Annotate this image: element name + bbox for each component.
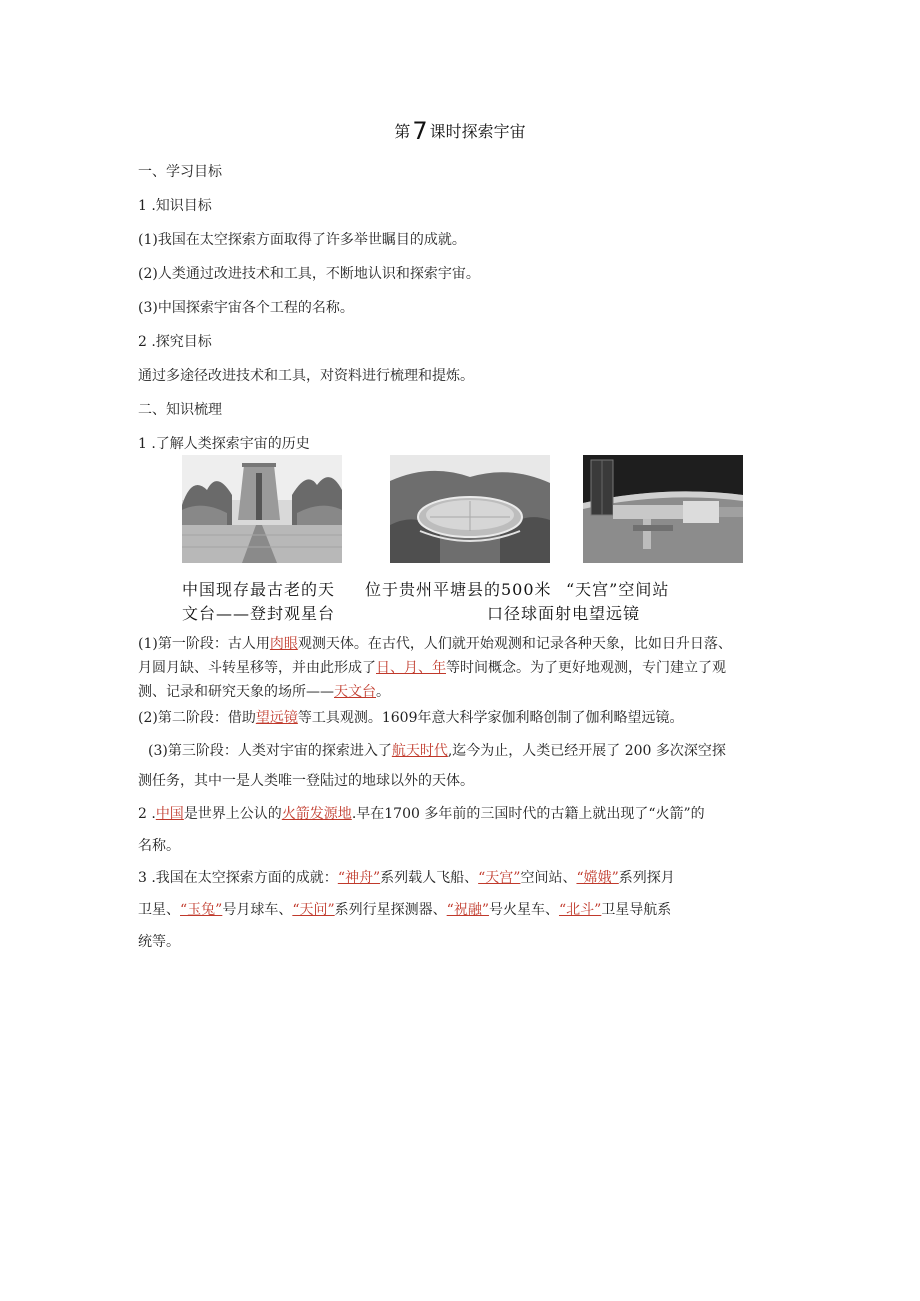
answer-observatory: 天文台 — [334, 684, 376, 700]
space-station-photo — [583, 455, 743, 563]
section-heading-knowledge: 二、知识梳理 — [138, 402, 222, 418]
answer-beidou: “北斗” — [558, 902, 602, 918]
caption-station-line1: “天宫”空间站 — [566, 580, 670, 599]
caption-station — [566, 578, 669, 602]
answer-tianwen: “天问” — [292, 902, 335, 918]
answer-telescope: 望远镜 — [255, 710, 298, 726]
answer-space-age: 航天时代 — [391, 743, 448, 759]
answer-tiangong: “天宫” — [478, 870, 521, 886]
answer-rocket-birthplace: 火箭发源地 — [281, 806, 352, 822]
rocket-origin-line2: 名称。 — [138, 838, 180, 854]
caption-observatory-line1: 中国现存最古老的天 — [182, 580, 336, 599]
title-prefix: 第 — [394, 122, 411, 141]
section-heading-goals: 一、学习目标 — [138, 164, 222, 180]
stage3-line1: (3)第三阶段：人类对宇宙的探索进入了航天时代,迄今为止，人类已经开展了 200 多次深空探 — [148, 743, 726, 759]
knowledge-item-1: (1)我国在太空探索方面取得了许多举世瞩目的成就。 — [138, 232, 466, 248]
achievements-line2: 卫星、“玉兔”号月球车、“天问”系列行星探测器、“祝融”号火星车、“北斗”卫星导航系 — [138, 902, 672, 918]
stage1-line2: 月圆月缺、斗转星移等，并由此形成了日、月、年等时间概念。为了更好地观测，专门建立了观 — [138, 660, 726, 676]
caption-telescope-line2: 口径球面射电望远镜 — [487, 604, 641, 623]
answer-shenzhou: “神舟” — [337, 870, 381, 886]
achievements-line3: 统等。 — [138, 934, 180, 950]
caption-observatory-line2: 文台——登封观星台 — [182, 604, 336, 623]
achievements-line1: 3 .我国在太空探索方面的成就：“神舟”系列载人飞船、“天宫”空间站、“嫦娥”系列探月 — [138, 870, 675, 886]
stage1-line3: 测、记录和研究天象的场所——天文台。 — [138, 684, 390, 700]
answer-naked-eye: 肉眼 — [269, 636, 298, 652]
answer-zhurong: “祝融” — [446, 902, 489, 918]
caption-telescope-line1: 位于贵州平塘县的500米 — [365, 580, 552, 599]
rocket-origin-line1: 2 .中国是世界上公认的火箭发源地.早在1700 多年前的三国时代的古籍上就出现了“火箭”的 — [138, 806, 705, 822]
stage1-line1: (1)第一阶段：古人用肉眼观测天体。在古代，人们就开始观测和记录各种天象，比如日升日落、 — [138, 636, 732, 652]
radio-telescope-photo — [390, 455, 550, 563]
knowledge-item-3: (3)中国探索宇宙各个工程的名称。 — [138, 300, 354, 316]
knowledge-item-2: (2)人类通过改进技术和工具，不断地认识和探索宇宙。 — [138, 266, 480, 282]
subheading-inquiry-goals: 2 .探究目标 — [138, 334, 212, 350]
caption-observatory — [182, 578, 335, 626]
subheading-knowledge-goals: 1 .知识目标 — [138, 198, 212, 214]
inquiry-item: 通过多途径改进技术和工具，对资料进行梳理和提炼。 — [138, 368, 474, 384]
title-suffix: 课时探索宇宙 — [429, 122, 526, 141]
title-number: 7 — [412, 117, 428, 145]
answer-china: 中国 — [155, 806, 184, 822]
page-title — [0, 117, 920, 145]
history-heading: 1 .了解人类探索宇宙的历史 — [138, 436, 310, 452]
answer-change: “嫦娥” — [576, 870, 619, 886]
stage3-line2: 测任务，其中一是人类唯一登陆过的地球以外的天体。 — [138, 773, 474, 789]
answer-yutu: “玉兔” — [180, 902, 223, 918]
observatory-photo — [182, 455, 342, 563]
stage2-line: (2)第二阶段：借助望远镜等工具观测。1609年意大科学家伽利略创制了伽利略望远镜。 — [138, 710, 684, 726]
answer-time-units: 日、月、年 — [376, 660, 446, 676]
